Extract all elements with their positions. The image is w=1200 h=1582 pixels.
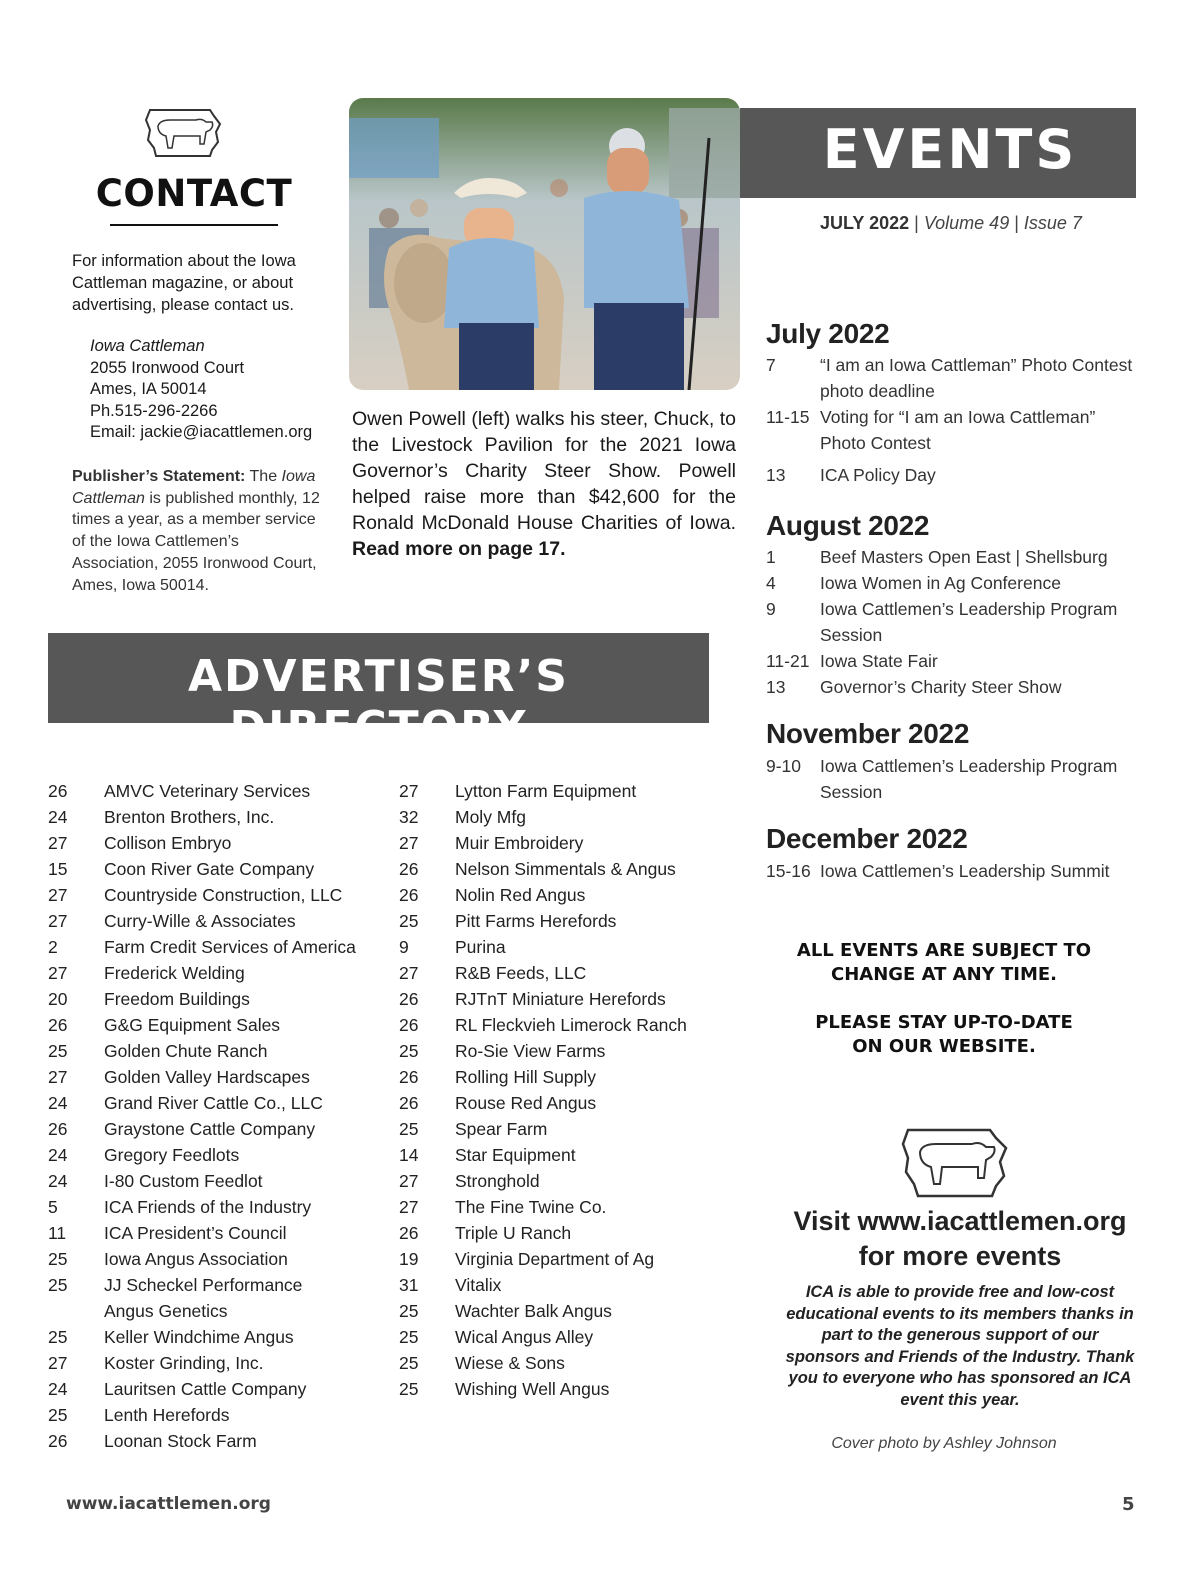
event-item: [766, 404, 1146, 456]
issue-volume: Volume 49: [923, 213, 1010, 233]
directory-page-number: 25: [399, 1041, 419, 1061]
directory-advertiser-name: Rolling Hill Supply: [455, 1067, 597, 1087]
issue-info: [766, 213, 1136, 234]
directory-row: [399, 1168, 719, 1194]
directory-page-number: 27: [399, 833, 419, 853]
directory-row: [48, 1064, 388, 1090]
directory-row: [48, 986, 388, 1012]
directory-advertiser-name: Wishing Well Angus: [455, 1379, 610, 1399]
directory-page-number: 26: [48, 1431, 68, 1451]
event-text: Governor’s Charity Steer Show: [820, 677, 1062, 697]
directory-page-number: 26: [48, 1119, 68, 1139]
directory-page-number: 32: [399, 807, 419, 827]
directory-row: [48, 908, 388, 934]
directory-row: [399, 960, 719, 986]
directory-advertiser-name: Virginia Department of Ag: [455, 1249, 655, 1269]
directory-row: [399, 1142, 719, 1168]
directory-advertiser-name: Nolin Red Angus: [455, 885, 586, 905]
visit-line-2: for more events: [858, 1241, 1062, 1271]
publisher-statement: [72, 466, 322, 596]
directory-page-number: 27: [48, 1353, 68, 1373]
event-date: 1: [766, 547, 776, 567]
directory-advertiser-name: Vitalix: [455, 1275, 502, 1295]
directory-row: [399, 1116, 719, 1142]
events-notice-1: [766, 939, 1122, 987]
directory-advertiser-name: Purina: [455, 937, 506, 957]
directory-advertiser-name: Muir Embroidery: [455, 833, 584, 853]
directory-page-number: 25: [399, 1327, 419, 1347]
directory-page-number: 26: [399, 989, 419, 1009]
contact-intro: For information about the Iowa Cattleman magazine, or about advertising, please contact us.: [72, 252, 296, 314]
directory-row: [48, 1402, 388, 1428]
directory-row: [48, 1324, 388, 1350]
issue-sep-1: |: [909, 213, 924, 233]
event-item: [766, 648, 1146, 674]
directory-row: [48, 856, 388, 882]
events-notice-2: [766, 1011, 1122, 1059]
directory-advertiser-name: R&B Feeds, LLC: [455, 963, 587, 983]
caption-read-more: Read more on page 17.: [352, 538, 566, 560]
directory-page-number: 27: [48, 963, 68, 983]
directory-row: [48, 1038, 388, 1064]
directory-advertiser-name: Angus Genetics: [104, 1301, 228, 1321]
directory-page-number: 27: [399, 1197, 419, 1217]
directory-row: [48, 1194, 388, 1220]
directory-advertiser-name: I-80 Custom Feedlot: [104, 1171, 263, 1191]
directory-row: [48, 1220, 388, 1246]
directory-page-number: 27: [399, 781, 419, 801]
publisher-italic: Iowa Cattleman: [72, 468, 316, 507]
directory-advertiser-name: Brenton Brothers, Inc.: [104, 807, 275, 827]
month-heading: November 2022: [766, 718, 970, 749]
directory-page-number: 26: [48, 1015, 68, 1035]
directory-row: [48, 778, 388, 804]
directory-page-number: 5: [48, 1197, 58, 1217]
event-date: 11-21: [766, 651, 810, 671]
address-street: 2055 Ironwood Court: [90, 358, 245, 377]
event-date: 13: [766, 465, 786, 485]
iowa-cattle-logo: [144, 104, 224, 160]
directory-row: [399, 1220, 719, 1246]
directory-row: [399, 1090, 719, 1116]
directory-advertiser-name: Iowa Angus Association: [104, 1249, 288, 1269]
directory-advertiser-name: Keller Windchime Angus: [104, 1327, 294, 1347]
directory-page-number: 27: [48, 833, 68, 853]
event-text: “I am an Iowa Cattleman” Photo Contest photo deadline: [820, 355, 1133, 401]
directory-advertiser-name: RJTnT Miniature Herefords: [455, 989, 666, 1009]
directory-advertiser-name: Frederick Welding: [104, 963, 245, 983]
contact-address: [90, 336, 312, 444]
directory-advertiser-name: Lauritsen Cattle Company: [104, 1379, 307, 1399]
event-date: 9-10: [766, 756, 802, 776]
event-item: [766, 352, 1146, 404]
directory-advertiser-name: Wical Angus Alley: [455, 1327, 594, 1347]
event-text: Iowa Cattlemen’s Leadership Program Session: [820, 756, 1118, 802]
event-text: Iowa Cattlemen’s Leadership Program Session: [820, 599, 1118, 645]
event-item: [766, 570, 1146, 596]
directory-row: [48, 830, 388, 856]
directory-advertiser-name: Triple U Ranch: [455, 1223, 572, 1243]
directory-advertiser-name: Collison Embryo: [104, 833, 232, 853]
event-text: Iowa Cattlemen’s Leadership Summit: [820, 861, 1110, 881]
month-heading: December 2022: [766, 823, 968, 854]
directory-page-number: 14: [399, 1145, 419, 1165]
directory-row: [399, 908, 719, 934]
directory-advertiser-name: G&G Equipment Sales: [104, 1015, 281, 1035]
directory-advertiser-name: ICA President’s Council: [104, 1223, 287, 1243]
cover-photo: [349, 98, 740, 390]
contact-title: CONTACT: [95, 172, 293, 215]
directory-advertiser-name: Golden Chute Ranch: [104, 1041, 268, 1061]
directory-page-number: 27: [48, 1067, 68, 1087]
directory-page-number: 27: [48, 885, 68, 905]
directory-page-number: 27: [48, 911, 68, 931]
event-date: 11-15: [766, 407, 810, 427]
issue-month: JULY 2022: [820, 213, 910, 233]
directory-page-number: 24: [48, 1093, 68, 1113]
directory-page-number: 31: [399, 1275, 419, 1295]
directory-advertiser-name: Graystone Cattle Company: [104, 1119, 316, 1139]
address-org: Iowa Cattleman: [90, 337, 205, 355]
directory-row: [48, 1168, 388, 1194]
directory-row: [399, 1298, 719, 1324]
publisher-text-2: is published monthly, 12 times a year, as a member service of the Iowa Cattlemen’s Association, 2055 Ironwood Court, Ames, Iowa 50014.: [72, 489, 320, 594]
directory-page-number: 11: [48, 1223, 67, 1243]
directory-advertiser-name: Countryside Construction, LLC: [104, 885, 343, 905]
directory-page-number: 9: [399, 937, 409, 957]
directory-row: [48, 1376, 388, 1402]
directory-advertiser-name: Nelson Simmentals & Angus: [455, 859, 676, 879]
directory-row: [48, 804, 388, 830]
directory-page-number: 24: [48, 807, 68, 827]
directory-advertiser-name: Wiese & Sons: [455, 1353, 565, 1373]
ica-sponsor-note: ICA is able to provide free and low-cost educational events to its members thanks in part to the generous support of our sponsors and Friends of the Industry. Thank you to everyone who has sponsored an ICA event this year.: [785, 1283, 1135, 1409]
event-item: [766, 462, 1146, 488]
event-item: [766, 674, 1146, 700]
directory-row: [399, 882, 719, 908]
directory-page-number: 26: [399, 859, 419, 879]
directory-advertiser-name: Gregory Feedlots: [104, 1145, 240, 1165]
directory-row: [399, 1350, 719, 1376]
directory-advertiser-name: Wachter Balk Angus: [455, 1301, 612, 1321]
directory-page-number: 27: [399, 1171, 419, 1191]
directory-advertiser-name: Coon River Gate Company: [104, 859, 315, 879]
event-text: Iowa State Fair: [820, 651, 938, 671]
directory-advertiser-name: Farm Credit Services of America: [104, 937, 356, 957]
iowa-cattle-logo: [900, 1122, 1012, 1202]
directory-advertiser-name: Star Equipment: [455, 1145, 576, 1165]
directory-page-number: 24: [48, 1171, 68, 1191]
directory-page-number: 25: [399, 911, 419, 931]
publisher-label: Publisher’s Statement:: [72, 468, 246, 485]
directory-row: [48, 1272, 388, 1298]
caption-text: Owen Powell (left) walks his steer, Chuck, to the Livestock Pavilion for the 2021 Iowa Governor’s Charity Steer Show. Powell helped raise more than $42,600 for the Ronald McDonald House Charities of Iowa.: [352, 408, 736, 534]
directory-page-number: 26: [399, 885, 419, 905]
directory-page-number: 25: [399, 1119, 419, 1139]
visit-line-1[interactable]: Visit www.iacattlemen.org: [793, 1206, 1127, 1236]
notice-line: PLEASE STAY UP-TO-DATE: [815, 1012, 1073, 1033]
directory-page-number: 25: [48, 1327, 68, 1347]
page-number: 5: [1122, 1494, 1135, 1515]
notice-line: ALL EVENTS ARE SUBJECT TO: [796, 940, 1092, 961]
directory-row: [48, 1116, 388, 1142]
cover-credit: Cover photo by Ashley Johnson: [831, 1435, 1057, 1452]
directory-page-number: 27: [399, 963, 419, 983]
issue-number: Issue 7: [1023, 213, 1082, 233]
event-item: [766, 596, 1146, 648]
directory-row: [399, 1012, 719, 1038]
directory-row: [399, 830, 719, 856]
directory-row: [48, 1428, 388, 1454]
directory-page-number: 20: [48, 989, 68, 1009]
directory-page-number: 26: [399, 1223, 419, 1243]
directory-row: [48, 960, 388, 986]
event-date: 13: [766, 677, 786, 697]
address-phone: Ph.515-296-2266: [90, 401, 218, 420]
directory-advertiser-name: Spear Farm: [455, 1119, 548, 1139]
directory-advertiser-name: Moly Mfg: [455, 807, 526, 827]
directory-advertiser-name: Lytton Farm Equipment: [455, 781, 637, 801]
directory-title: ADVERTISER’S DIRECTORY: [187, 651, 569, 753]
directory-page-number: 25: [48, 1249, 68, 1269]
events-title: EVENTS: [822, 118, 1078, 181]
directory-advertiser-name: Golden Valley Hardscapes: [104, 1067, 310, 1087]
directory-page-number: 24: [48, 1145, 68, 1165]
directory-row: [399, 1194, 719, 1220]
directory-row: [48, 1142, 388, 1168]
directory-row: [399, 778, 719, 804]
directory-page-number: 2: [48, 937, 58, 957]
directory-advertiser-name: AMVC Veterinary Services: [104, 781, 311, 801]
directory-advertiser-name: Rouse Red Angus: [455, 1093, 597, 1113]
directory-row: [399, 986, 719, 1012]
directory-page-number: 25: [48, 1275, 68, 1295]
directory-page-number: 15: [48, 859, 68, 879]
event-item: [766, 544, 1146, 570]
address-email[interactable]: Email: jackie@iacattlemen.org: [90, 423, 313, 441]
directory-row: [48, 882, 388, 908]
contact-divider: [110, 224, 278, 226]
directory-row: [48, 1012, 388, 1038]
publisher-text-1: The: [245, 468, 282, 485]
event-text: Beef Masters Open East | Shellsburg: [820, 547, 1108, 567]
directory-advertiser-name: Pitt Farms Herefords: [455, 911, 617, 931]
directory-advertiser-name: Stronghold: [455, 1171, 540, 1191]
event-date: 15-16: [766, 861, 811, 881]
issue-sep-2: |: [1009, 213, 1024, 233]
directory-row: [399, 1272, 719, 1298]
directory-advertiser-name: ICA Friends of the Industry: [104, 1197, 312, 1217]
directory-advertiser-name: The Fine Twine Co.: [455, 1197, 607, 1217]
directory-page-number: 25: [399, 1353, 419, 1373]
event-text: Iowa Women in Ag Conference: [820, 573, 1061, 593]
directory-page-number: 24: [48, 1379, 68, 1399]
directory-advertiser-name: Ro-Sie View Farms: [455, 1041, 606, 1061]
directory-advertiser-name: Koster Grinding, Inc.: [104, 1353, 264, 1373]
photo-caption: [352, 406, 736, 562]
address-city: Ames, IA 50014: [90, 380, 207, 398]
directory-row: [399, 804, 719, 830]
directory-page-number: 25: [399, 1301, 419, 1321]
directory-page-number: 25: [48, 1405, 68, 1425]
notice-line: CHANGE AT ANY TIME.: [830, 964, 1057, 985]
directory-row: [48, 1350, 388, 1376]
directory-row: [399, 934, 719, 960]
event-date: 7: [766, 355, 776, 375]
directory-page-number: 26: [399, 1015, 419, 1035]
directory-row: [399, 1376, 719, 1402]
directory-row: [399, 856, 719, 882]
month-heading: August 2022: [766, 510, 930, 541]
directory-row: [399, 1064, 719, 1090]
notice-line: ON OUR WEBSITE.: [852, 1036, 1036, 1057]
event-item: [766, 753, 1146, 805]
footer-url[interactable]: www.iacattlemen.org: [66, 1494, 271, 1514]
directory-page-number: 25: [48, 1041, 68, 1061]
directory-row: [48, 934, 388, 960]
directory-page-number: 19: [399, 1249, 419, 1269]
directory-advertiser-name: Freedom Buildings: [104, 989, 250, 1009]
directory-advertiser-name: Loonan Stock Farm: [104, 1431, 257, 1451]
directory-row: [48, 1090, 388, 1116]
event-date: 9: [766, 599, 776, 619]
directory-advertiser-name: Curry-Wille & Associates: [104, 911, 296, 931]
directory-row: [48, 1246, 388, 1272]
directory-page-number: 26: [399, 1067, 419, 1087]
directory-page-number: 26: [48, 781, 68, 801]
directory-row: [399, 1246, 719, 1272]
directory-page-number: 26: [399, 1093, 419, 1113]
directory-advertiser-name: Grand River Cattle Co., LLC: [104, 1093, 323, 1113]
event-text: Voting for “I am an Iowa Cattleman” Photo Contest: [820, 407, 1096, 453]
month-heading: July 2022: [766, 318, 890, 349]
directory-advertiser-name: RL Fleckvieh Limerock Ranch: [455, 1015, 687, 1035]
event-text: ICA Policy Day: [820, 465, 936, 485]
directory-row: [399, 1324, 719, 1350]
directory-row: [399, 1038, 719, 1064]
directory-advertiser-name: Lenth Herefords: [104, 1405, 230, 1425]
event-item: [766, 858, 1146, 884]
directory-left-column: [48, 778, 388, 1454]
event-date: 4: [766, 573, 776, 593]
directory-page-number: 25: [399, 1379, 419, 1399]
directory-right-column: [399, 778, 719, 1402]
visit-website: [770, 1204, 1150, 1274]
directory-row: [48, 1298, 388, 1324]
directory-advertiser-name: JJ Scheckel Performance: [104, 1275, 303, 1295]
